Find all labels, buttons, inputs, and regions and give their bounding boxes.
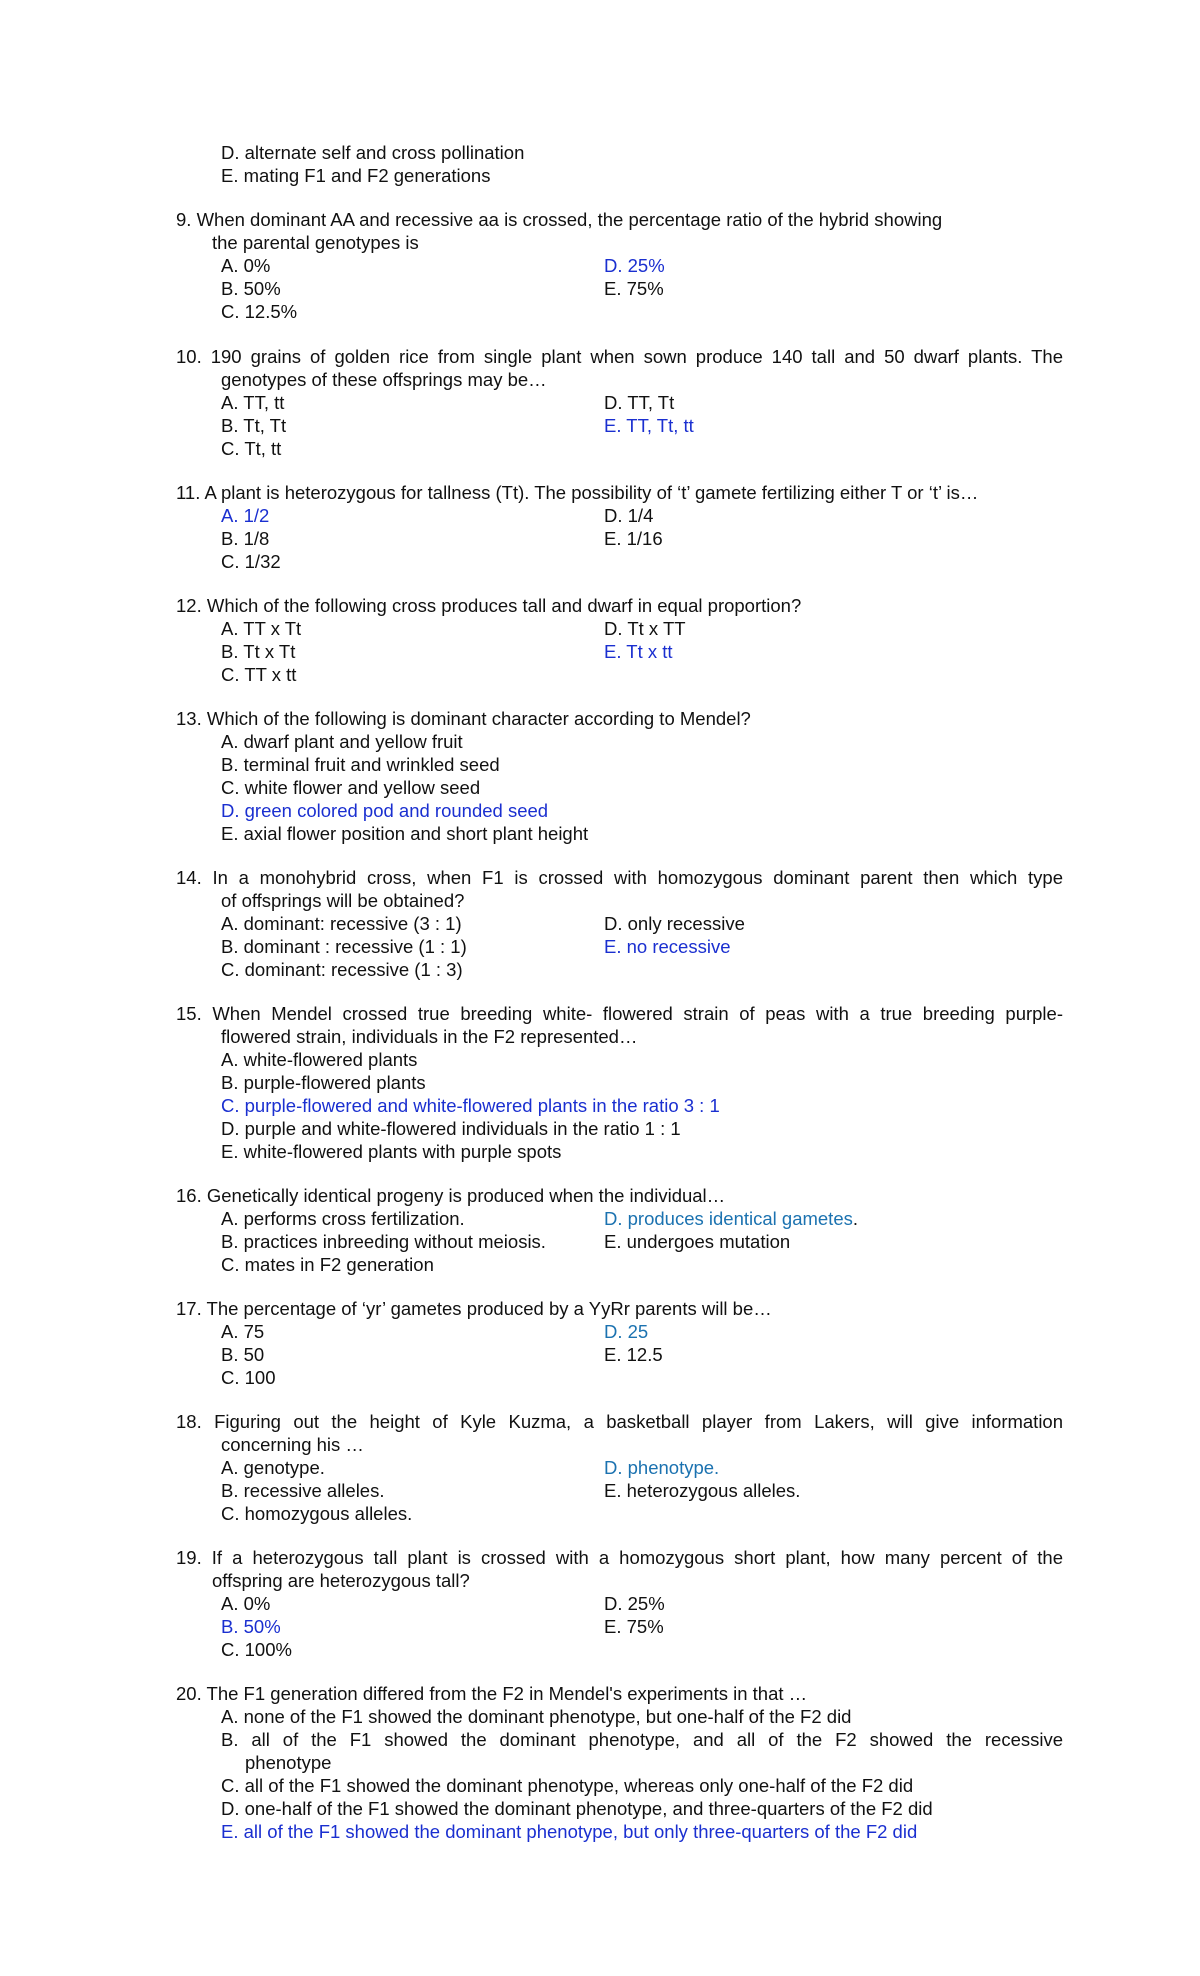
option-text: all of the F1 showed the dominant phenotype, and all of the F2 showed the recessive [251, 1729, 1064, 1750]
option-b [221, 935, 467, 958]
correct-answer-text: 25 [627, 1321, 649, 1342]
option-letter: D. [604, 255, 623, 276]
option-letter: B. [221, 278, 239, 299]
option-suffix: . [852, 1208, 858, 1229]
carryover-option-d: D. alternate self and cross pollination [221, 142, 525, 163]
option-d [221, 1797, 933, 1820]
option-letter: D. [604, 913, 623, 934]
option-c [221, 300, 297, 323]
option-letter: B. [221, 641, 239, 662]
question-9-stem-line [176, 208, 942, 231]
option-text: purple-flowered plants [243, 1072, 426, 1093]
correct-answer-text: green colored pod and rounded seed [244, 800, 549, 821]
option-letter: E. [604, 936, 622, 957]
option-text: only recessive [627, 913, 745, 934]
option-e [604, 414, 694, 437]
question-number: 17. [176, 1298, 202, 1319]
option-text: performs cross fertilization. [243, 1208, 465, 1229]
option-letter: A. [221, 1049, 239, 1070]
option-letter: C. [221, 438, 240, 459]
option-text: 75% [626, 1616, 664, 1637]
option-a [221, 1048, 417, 1071]
option-text: 100 [244, 1367, 276, 1388]
option-e [221, 1820, 917, 1843]
option-b [221, 414, 286, 437]
question-number: 12. [176, 595, 202, 616]
question-text: the parental genotypes is [212, 232, 419, 253]
option-c [221, 550, 281, 573]
question-10-stem-line [176, 345, 1063, 368]
correct-answer-text: purple-flowered and white-flowered plants in the ratio 3 : 1 [244, 1095, 720, 1116]
option-a [221, 912, 462, 935]
question-17-stem-line [176, 1297, 772, 1320]
question-number: 16. [176, 1185, 202, 1206]
option-e [604, 277, 664, 300]
option-letter: D. [221, 1118, 240, 1139]
option-letter: E. [604, 1616, 622, 1637]
option-text: terminal fruit and wrinkled seed [243, 754, 500, 775]
option-text: recessive alleles. [243, 1480, 385, 1501]
option-e [604, 1615, 664, 1638]
option-text: TT, tt [243, 392, 285, 413]
option-c [221, 1774, 913, 1797]
option-letter: B. [221, 528, 239, 549]
question-text: offspring are heterozygous tall? [212, 1570, 470, 1591]
question-text: of offsprings will be obtained? [221, 890, 465, 911]
option-letter: A. [221, 913, 239, 934]
option-b [221, 1343, 264, 1366]
option-text: TT x tt [244, 664, 297, 685]
option-text: 50% [243, 278, 281, 299]
option-letter: C. [221, 1254, 240, 1275]
question-number: 15. [176, 1003, 202, 1024]
option-e [221, 822, 588, 845]
option-text: 1/32 [244, 551, 281, 572]
option-d [604, 391, 674, 414]
option-e [604, 640, 673, 663]
option-d [604, 617, 686, 640]
question-text: Genetically identical progeny is produced when the individual… [206, 1185, 726, 1206]
option-letter: B. [221, 1616, 239, 1637]
option-text: 12.5% [244, 301, 298, 322]
option-d [604, 1592, 665, 1615]
option-letter: B. [221, 1344, 239, 1365]
question-text: When dominant AA and recessive aa is crossed, the percentage ratio of the hybrid showing [196, 209, 943, 230]
question-text: Which of the following cross produces tall and dwarf in equal proportion? [206, 595, 802, 616]
question-text: Which of the following is dominant character according to Mendel? [206, 708, 751, 729]
option-letter: A. [221, 505, 239, 526]
option-text: axial flower position and short plant height [243, 823, 589, 844]
option-b [221, 1479, 385, 1502]
option-letter: C. [221, 551, 240, 572]
option-e [604, 527, 663, 550]
option-text: Tt x Tt [243, 641, 296, 662]
question-number: 11. [176, 482, 201, 503]
option-c [221, 1366, 276, 1389]
question-16-stem-line [176, 1184, 725, 1207]
option-text: Tt x TT [627, 618, 686, 639]
option-text: mates in F2 generation [244, 1254, 434, 1275]
option-b [221, 1230, 546, 1253]
option-text: Tt, Tt [243, 415, 287, 436]
option-letter: E. [221, 823, 239, 844]
question-14-stem-line [176, 866, 1063, 889]
question-number: 9. [176, 209, 192, 230]
option-text: heterozygous alleles. [626, 1480, 801, 1501]
option-e [604, 1479, 800, 1502]
option-text: purple and white-flowered individuals in the ratio 1 : 1 [244, 1118, 681, 1139]
option-c [221, 776, 480, 799]
question-13-stem-line [176, 707, 751, 730]
option-text: 100% [244, 1639, 292, 1660]
option-letter: C. [221, 1367, 240, 1388]
option-text: dominant: recessive (3 : 1) [243, 913, 462, 934]
option-letter: C. [221, 1775, 240, 1796]
question-12-stem-line [176, 594, 801, 617]
option-text: 1/8 [243, 528, 270, 549]
option-text: dominant : recessive (1 : 1) [243, 936, 467, 957]
option-letter: A. [221, 1457, 239, 1478]
option-text: 1/4 [627, 505, 654, 526]
option-text: Tt, tt [244, 438, 282, 459]
option-text: 25% [627, 1593, 665, 1614]
option-a [221, 504, 269, 527]
option-text: homozygous alleles. [244, 1503, 413, 1524]
option-letter: B. [221, 1072, 239, 1093]
option-letter: E. [604, 278, 622, 299]
option-letter: C. [221, 664, 240, 685]
option-a [221, 617, 301, 640]
option-c [221, 1502, 412, 1525]
option-letter: E. [604, 1480, 622, 1501]
option-letter: E. [604, 1344, 622, 1365]
option-letter: C. [221, 1095, 240, 1116]
question-text: Figuring out the height of Kyle Kuzma, a basketball player from Lakers, will give information [214, 1411, 1064, 1432]
option-b [221, 640, 295, 663]
option-letter: E. [604, 528, 622, 549]
option-letter: A. [221, 392, 239, 413]
option-letter: C. [221, 301, 240, 322]
correct-answer-text: no recessive [626, 936, 731, 957]
option-text: 75 [243, 1321, 265, 1342]
correct-answer-text: all of the F1 showed the dominant phenotype, but only three-quarters of the F2 did [243, 1821, 918, 1842]
option-letter: B. [221, 936, 239, 957]
option-letter: C. [221, 959, 240, 980]
option-c [221, 958, 463, 981]
option-a [221, 1320, 264, 1343]
option-d [221, 1117, 681, 1140]
question-text: concerning his … [221, 1434, 364, 1455]
option-d [604, 1456, 719, 1479]
question-text: In a monohybrid cross, when F1 is crossed with homozygous dominant parent then which type [212, 867, 1063, 888]
question-9-stem-line [212, 231, 419, 254]
question-18-stem-line [176, 1410, 1063, 1433]
correct-answer-text: 25% [627, 255, 665, 276]
option-continuation: phenotype [245, 1752, 332, 1773]
option-letter: D. [604, 392, 623, 413]
option-letter: E. [221, 1141, 239, 1162]
correct-answer-text: TT, Tt, tt [626, 415, 694, 436]
question-text: If a heterozygous tall plant is crossed with a homozygous short plant, how many percent of the [211, 1547, 1063, 1568]
question-19-stem-line [212, 1569, 470, 1592]
option-letter: B. [221, 415, 239, 436]
option-text: 1/16 [626, 528, 663, 549]
question-20-stem-line [176, 1682, 807, 1705]
option-letter: B. [221, 1729, 239, 1750]
option-letter: D. [221, 800, 240, 821]
option-d [221, 799, 548, 822]
option-a [221, 1456, 325, 1479]
option-text: all of the F1 showed the dominant phenotype, whereas only one-half of the F2 did [244, 1775, 914, 1796]
option-letter: E. [221, 1821, 239, 1842]
option-letter: E. [604, 1231, 622, 1252]
option-b [221, 753, 500, 776]
option-b [221, 1615, 281, 1638]
option-letter: A. [221, 255, 239, 276]
option-letter: B. [221, 1231, 239, 1252]
option-a [221, 1207, 465, 1230]
option-text: white-flowered plants with purple spots [243, 1141, 562, 1162]
question-15-stem-line [176, 1002, 1063, 1025]
option-letter: E. [604, 415, 622, 436]
option-text: 75% [626, 278, 664, 299]
option-letter: D. [604, 505, 623, 526]
option-letter: D. [221, 1798, 240, 1819]
option-text: TT x Tt [243, 618, 302, 639]
option-a [221, 1592, 270, 1615]
question-18-stem-line [221, 1433, 364, 1456]
option-c [221, 1638, 292, 1661]
option-text: none of the F1 showed the dominant phenotype, but one-half of the F2 did [243, 1706, 852, 1727]
option-d [604, 912, 745, 935]
option-d [604, 504, 653, 527]
option-letter: A. [221, 731, 239, 752]
question-14-stem-line [221, 889, 464, 912]
option-letter: C. [221, 1639, 240, 1660]
option-letter: D. [604, 1208, 623, 1229]
option-letter: D. [604, 1321, 623, 1342]
option-e [604, 1343, 663, 1366]
carryover-option-e: E. mating F1 and F2 generations [221, 165, 491, 186]
option-e [604, 935, 730, 958]
option-b [221, 1071, 426, 1094]
correct-answer-text: 50% [243, 1616, 281, 1637]
option-c [221, 1094, 720, 1117]
option-letter: B. [221, 754, 239, 775]
option-letter: B. [221, 1480, 239, 1501]
question-text: The percentage of ‘yr’ gametes produced by a YyRr parents will be… [206, 1298, 772, 1319]
option-text: 12.5 [626, 1344, 663, 1365]
question-number: 20. [176, 1683, 202, 1704]
option-c [221, 663, 296, 686]
question-text: The F1 generation differed from the F2 in Mendel's experiments in that … [206, 1683, 808, 1704]
option-d [604, 254, 665, 277]
option-d [604, 1320, 648, 1343]
option-letter: A. [221, 1593, 239, 1614]
question-number: 18. [176, 1411, 202, 1432]
option-letter: C. [221, 1503, 240, 1524]
option-c [221, 437, 281, 460]
option-a [221, 730, 463, 753]
correct-answer-text: phenotype. [627, 1457, 720, 1478]
option-text: 0% [243, 1593, 271, 1614]
option-e [221, 1140, 561, 1163]
option-b [221, 527, 269, 550]
question-number: 10. [176, 346, 202, 367]
option-letter: D. [604, 618, 623, 639]
option-text: dwarf plant and yellow fruit [243, 731, 463, 752]
option-text: 0% [243, 255, 271, 276]
question-number: 14. [176, 867, 202, 888]
option-text: white-flowered plants [243, 1049, 418, 1070]
option-a [221, 254, 270, 277]
option-letter: D. [604, 1593, 623, 1614]
option-text: genotype. [243, 1457, 325, 1478]
question-text: flowered strain, individuals in the F2 represented… [221, 1026, 638, 1047]
option-letter: D. [604, 1457, 623, 1478]
question-19-stem-line [176, 1546, 1063, 1569]
question-text: When Mendel crossed true breeding white- flowered strain of peas with a true breeding purple- [212, 1003, 1063, 1024]
option-c [221, 1253, 434, 1276]
option-text: dominant: recessive (1 : 3) [244, 959, 463, 980]
question-text: 190 grains of golden rice from single plant when sown produce 140 tall and 50 dwarf plants. The [210, 346, 1063, 367]
option-text: white flower and yellow seed [244, 777, 481, 798]
option-d [604, 1207, 858, 1230]
option-letter: A. [221, 618, 239, 639]
option-b [221, 1728, 1063, 1751]
question-11-stem-line [176, 481, 978, 504]
question-15-stem-line [221, 1025, 637, 1048]
option-letter: A. [221, 1208, 239, 1229]
option-letter: E. [604, 641, 622, 662]
question-number: 19. [176, 1547, 202, 1568]
option-text: undergoes mutation [626, 1231, 791, 1252]
option-letter: C. [221, 777, 240, 798]
option-e [604, 1230, 790, 1253]
question-number: 13. [176, 708, 202, 729]
option-text: one-half of the F1 showed the dominant phenotype, and three-quarters of the F2 did [244, 1798, 933, 1819]
correct-answer-text: 1/2 [243, 505, 270, 526]
option-text: TT, Tt [627, 392, 675, 413]
option-b [221, 277, 281, 300]
correct-answer-text: produces identical gametes [627, 1208, 853, 1229]
question-10-stem-line [221, 368, 547, 391]
question-text: genotypes of these offsprings may be… [221, 369, 547, 390]
option-a [221, 1705, 851, 1728]
option-text: 50 [243, 1344, 265, 1365]
question-text: A plant is heterozygous for tallness (Tt). The possibility of ‘t’ gamete fertilizing either T or ‘t’ is… [204, 482, 979, 503]
option-a [221, 391, 284, 414]
option-text: practices inbreeding without meiosis. [243, 1231, 546, 1252]
option-letter: A. [221, 1706, 239, 1727]
correct-answer-text: Tt x tt [626, 641, 673, 662]
option-letter: A. [221, 1321, 239, 1342]
